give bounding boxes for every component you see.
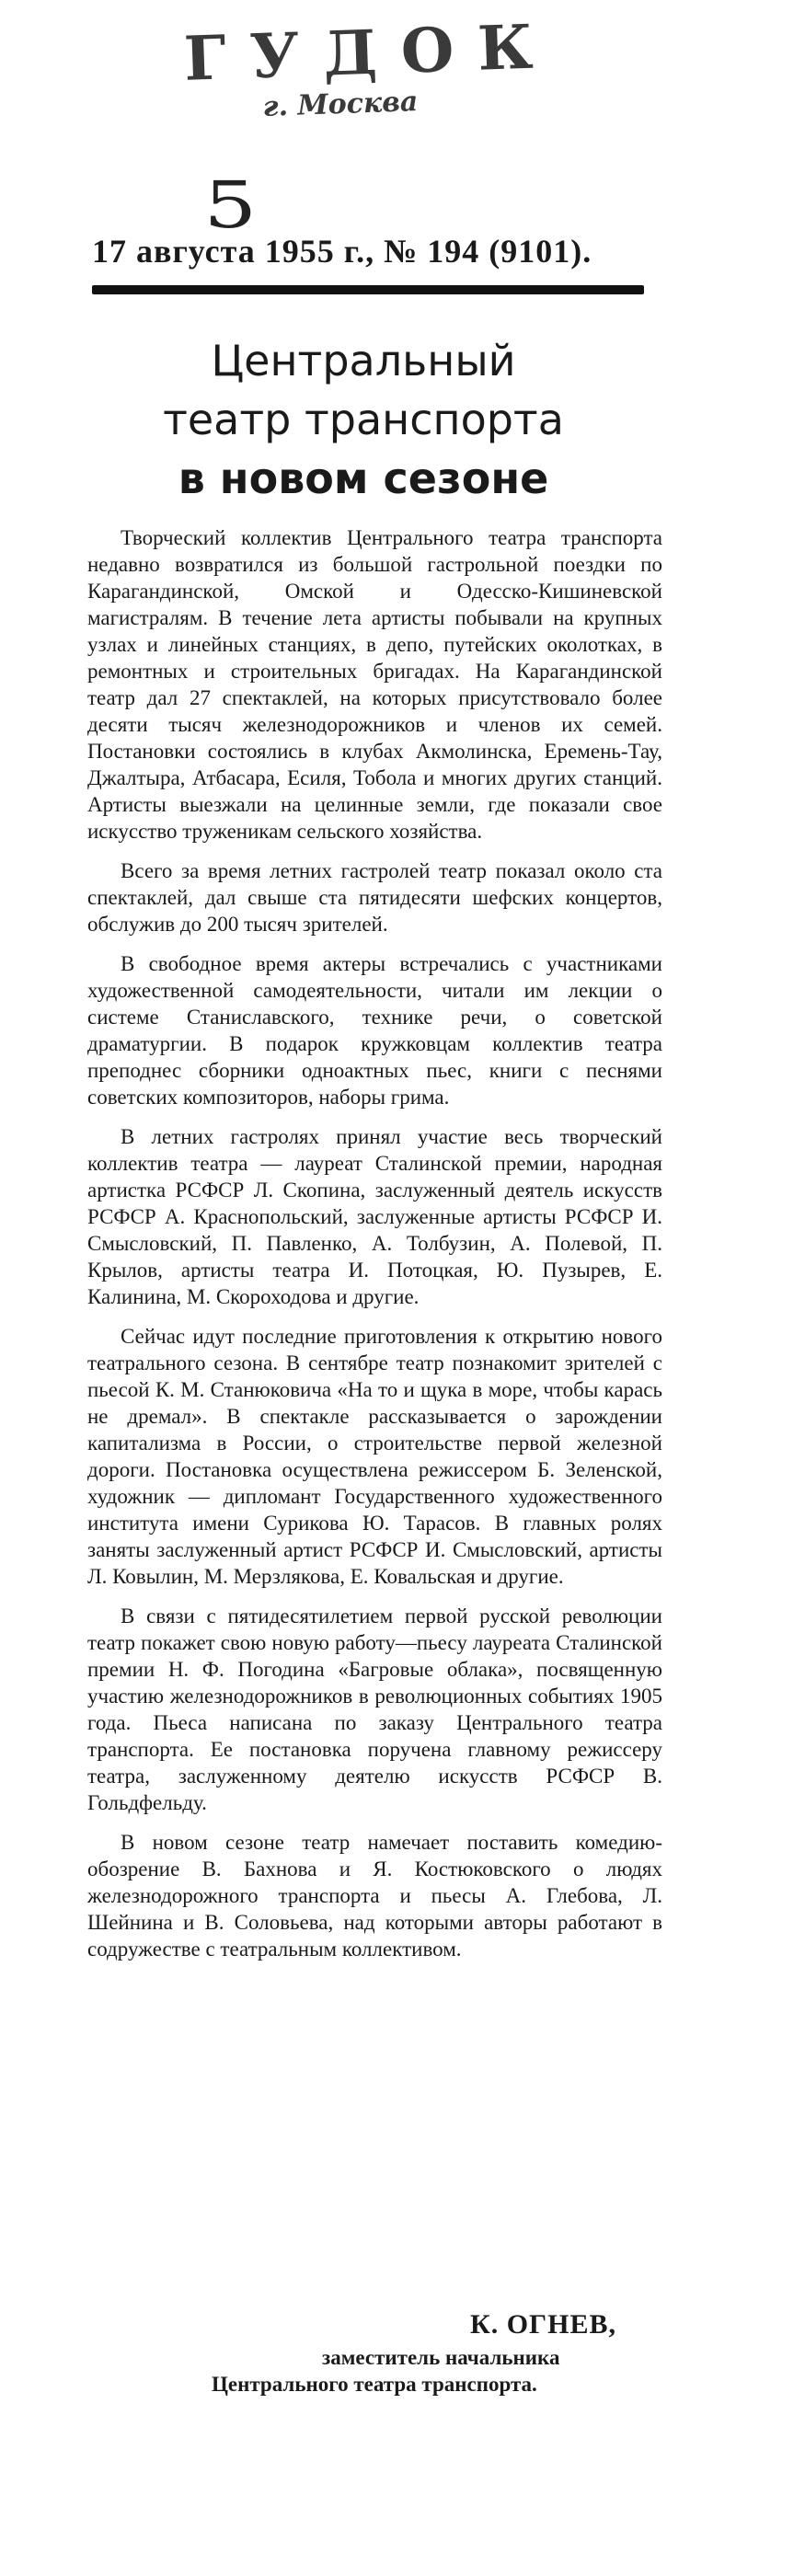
stamp-title: ГУДОК — [182, 9, 558, 95]
header-rule — [92, 285, 644, 294]
article-paragraph: Творческий коллектив Центрального театра транспорта недавно возвратился из большой гастрольной поездки по Карагандинской, Омской и Одесско-Кишиневской магистралям. В течение лета артисты побывали на крупных узлах и линейных станциях, в депо, путейских околотках, в ремонтных и строительных бригадах. На Карагандинской театр дал 27 спектаклей, на которых присутствовало более десяти тысяч железнодорожников и членов их семей. Постановки состоялись в клубах Акмолинска, Еремень-Тау, Джалтыра, Атбасара, Есиля, Тобола и многих других станций. Артисты выезжали на целинные земли, где показали свое искусство труженикам сельского хозяйства. — [87, 526, 662, 843]
handwritten-page-mark: 5 — [203, 167, 258, 243]
headline-line-3: в новом сезоне — [178, 454, 549, 503]
author-signature — [212, 2309, 616, 2398]
headline-line-2: театр транспорта — [163, 395, 564, 444]
article-body — [87, 524, 662, 1975]
article-paragraph: В свободное время актеры встречались с участниками художественной самодеятельности, читали им лекции о системе Станиславского, технике речи, о советской драматургии. В подарок кружковцам коллектив театра преподнес сборники одноактных пьес, книги с песнями советских композиторов, наборы грима. — [87, 952, 662, 1109]
article-headline — [101, 331, 626, 508]
article-paragraph: В новом сезоне театр намечает поставить комедию-обозрение В. Бахнова и Я. Костюковского о людях железнодорожного транспорта и пьесы А. Глебова, Л. Шейнина и В. Соловьева, над которыми авторы работают в содружестве с театральным коллективом. — [87, 1831, 662, 1961]
author-title-line-1: заместитель начальника — [322, 2346, 560, 2369]
issue-dateline: 17 августа 1955 г., № 194 (9101). — [92, 233, 592, 270]
author-name: К. ОГНЕВ, — [469, 2309, 616, 2340]
stamp-subtitle: г. Москва — [262, 86, 419, 123]
newspaper-stamp — [182, 9, 558, 123]
article-paragraph: Сейчас идут последние приготовления к открытию нового театрального сезона. В сентябре театр познакомит зрителей с пьесой К. М. Станюковича «На то и щука в море, чтобы карась не дремал». В спектакле рассказывается о зарождении капитализма в России, о строительстве первой железной дороги. Постановка осуществлена режиссером Б. Зеленской, художник — дипломант Государственного художественного института имени Сурикова Ю. Тарасов. В главных ролях заняты заслуженный артист РСФСР И. Смысловский, артисты Л. Ковылин, М. Мерзлякова, Е. Ковальская и другие. — [87, 1325, 662, 1588]
article-paragraph: Всего за время летних гастролей театр показал около ста спектаклей, дал свыше ста пятидесяти шефских концертов, обслужив до 200 тысяч зрителей. — [87, 859, 662, 936]
article-paragraph: В летних гастролях принял участие весь творческий коллектив театра — лауреат Сталинской премии, народная артистка РСФСР Л. Скопина, заслуженный деятель искусств РСФСР А. Краснопольский, заслуженные артисты РСФСР И. Смысловский, П. Павленко, А. Толбузин, А. Полевой, П. Крылов, артисты театра И. Потоцкая, Ю. Пузырев, Е. Калинина, М. Скороходова и другие. — [87, 1125, 662, 1308]
article-paragraph: В связи с пятидесятилетием первой русской революции театр покажет свою новую работу—пьесу лауреата Сталинской премии Н. Ф. Погодина «Багровые облака», посвященную участию железнодорожников в революционных событиях 1905 года. Пьеса написана по заказу Центрального театра транспорта. Ее постановка поручена главному режиссеру театра, заслуженному деятелю искусств РСФСР В. Гольдфельду. — [87, 1604, 662, 1814]
author-title-line-2: Центрального театра транспорта. — [212, 2373, 537, 2396]
headline-line-1: Центральный — [211, 336, 516, 385]
